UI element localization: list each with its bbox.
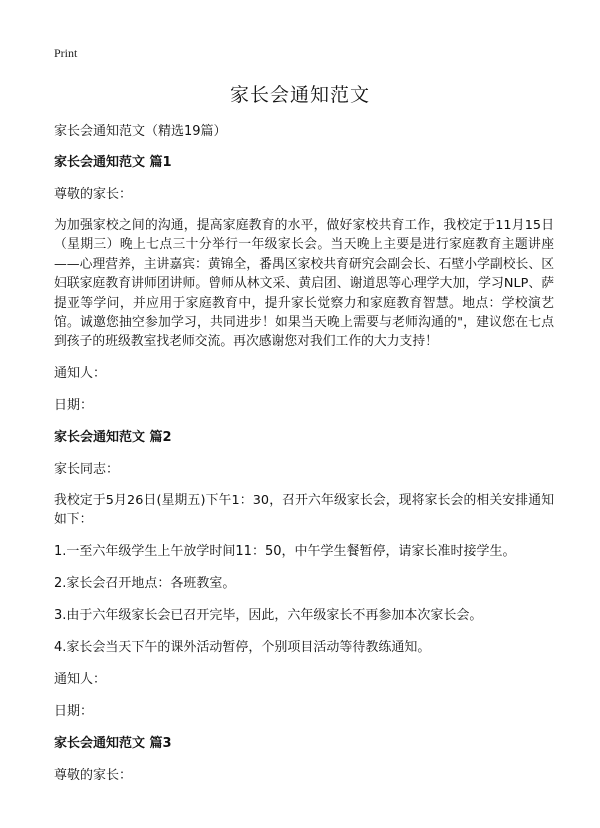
date-label: 日期： [54, 397, 94, 413]
list-item: 3.由于六年级家长会已召开完毕，因此，六年级家长不再参加本次家长会。 [54, 607, 483, 623]
body-paragraph: 为加强家校之间的沟通，提高家庭教育的水平，做好家校共育工作，我校定于11月15日（星期三）晚上七点三十分举行一年级家长会。当天晚上主要是进行家庭教育主题讲座——心理营养，主讲嘉宾：黄锦全，番禺区家校共育研究会副会长、石壁小学副校长、区妇联家庭教育讲师团讲师。曾师从林文采、黄启团、谢道思等心理学大加，学习NLP、萨提亚等学问，并应用于家庭教育中，提升家长觉察力和家庭教育智慧。地点：学校演艺馆。诚邀您抽空参加学习，共同进步！如果当天晚上需要与老师沟通的"，建议您在七点到孩子的班级教室找老师交流。再次感谢您对我们工作的大力支持！ [54, 218, 554, 350]
intro-paragraph: 我校定于5月26日(星期五)下午1：30，召开六年级家长会，现将家长会的相关安排通知如下： [54, 492, 554, 528]
date-label: 日期： [54, 703, 94, 719]
print-link[interactable]: Print [54, 46, 78, 60]
list-item: 4.家长会当天下午的课外活动暂停，个别项目活动等待教练通知。 [54, 639, 431, 655]
list-item: 2.家长会召开地点：各班教室。 [54, 575, 236, 591]
document-body [54, 121, 554, 797]
document-subtitle: 家长会通知范文（精选19篇） [54, 124, 227, 139]
list-item: 1.一至六年级学生上午放学时间11：50，中午学生餐暂停，请家长准时接学生。 [54, 543, 516, 559]
section-heading: 家长会通知范文 篇2 [54, 429, 172, 445]
greeting: 家长同志： [54, 461, 120, 477]
section-heading: 家长会通知范文 篇1 [54, 155, 172, 170]
notifier-label: 通知人： [54, 365, 107, 381]
section-heading: 家长会通知范文 篇3 [54, 735, 172, 751]
greeting: 尊敬的家长： [54, 767, 133, 783]
document-title: 家长会通知范文 [229, 84, 370, 106]
notifier-label: 通知人： [54, 671, 107, 687]
greeting: 尊敬的家长： [54, 187, 133, 202]
